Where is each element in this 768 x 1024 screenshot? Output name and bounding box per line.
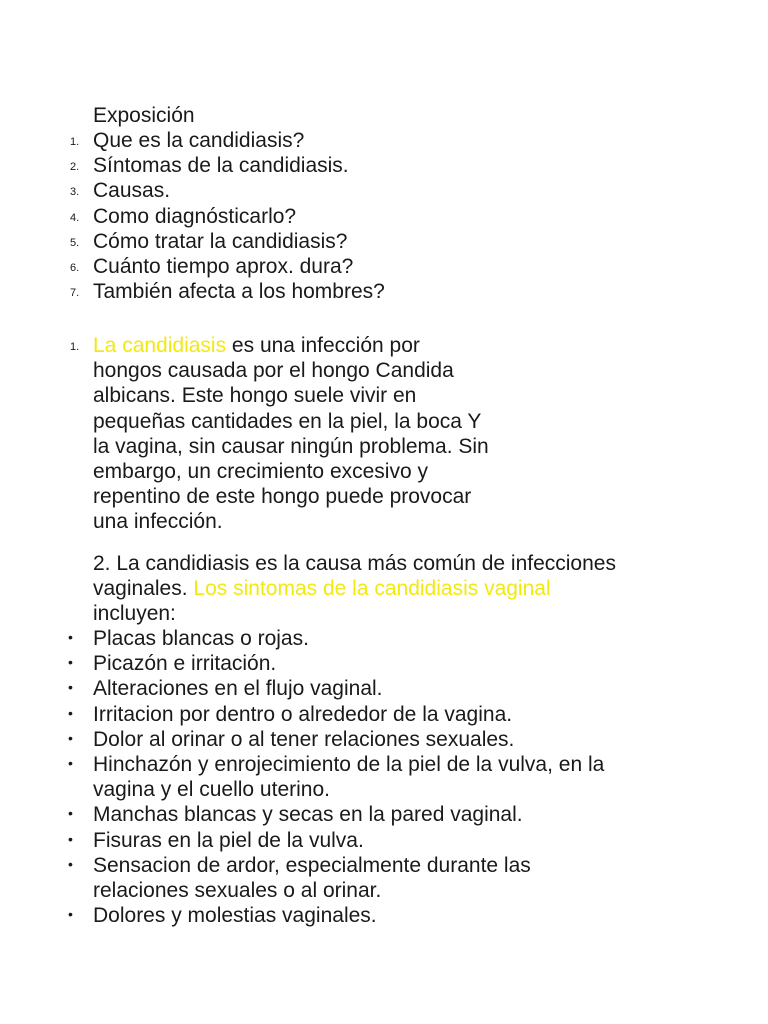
symptom-text: Manchas blancas y secas en la pared vaginal. [93, 803, 523, 827]
symptom-list-item [93, 878, 708, 903]
paragraph-line: albicans. Este hongo suele vivir en [93, 384, 417, 408]
paragraph-line [70, 333, 553, 358]
symptom-list-item [68, 727, 708, 752]
bullet-icon: • [68, 805, 73, 822]
bullet-icon: • [68, 654, 73, 671]
highlighted-term: La candidiasis [93, 334, 227, 357]
paragraph-text: es una infección por [226, 334, 420, 357]
symptom-text: Sensacion de ardor, especialmente durante las [93, 853, 531, 877]
symptom-text: Hinchazón y enrojecimiento de la piel de la vulva, en la [93, 753, 605, 777]
section-1-paragraph [70, 333, 553, 535]
section-2-paragraph [93, 551, 708, 627]
paragraph-line: hongos causada por el hongo Candida [93, 359, 454, 383]
toc-item [70, 153, 708, 178]
toc-number: 7. [70, 287, 80, 300]
toc-text: Síntomas de la candidiasis. [93, 154, 349, 178]
bullet-icon: • [68, 855, 73, 872]
symptom-list-item [68, 626, 708, 651]
symptom-list-item [68, 828, 708, 853]
paragraph-line: 2. La candidiasis es la causa más común de infecciones [93, 552, 616, 575]
doc-title-block [93, 103, 708, 128]
toc-text: Como diagnósticarlo? [93, 204, 297, 228]
toc-item [70, 254, 708, 279]
symptom-list-item [68, 702, 708, 727]
symptom-list-item [68, 903, 708, 928]
symptom-text: Irritacion por dentro o alrededor de la vagina. [93, 702, 513, 726]
toc-item [70, 128, 708, 153]
doc-title: Exposición [93, 104, 195, 127]
symptom-text: Alteraciones en el flujo vaginal. [93, 677, 383, 701]
paragraph-line: repentino de este hongo puede provocar [93, 485, 472, 509]
toc-number: 2. [70, 161, 80, 174]
bullet-icon: • [68, 704, 73, 721]
symptom-text: Dolor al orinar o al tener relaciones sexuales. [93, 727, 515, 751]
toc-item [70, 204, 708, 229]
paragraph-text: vaginales. [93, 577, 194, 601]
bullet-icon: • [68, 729, 73, 746]
bullet-icon: • [68, 679, 73, 696]
toc-item [70, 178, 708, 203]
bullet-icon: • [68, 755, 73, 772]
toc-item [70, 229, 708, 254]
symptom-list-item [93, 777, 708, 802]
symptom-list-item [68, 651, 708, 676]
paragraph-line [93, 576, 708, 601]
toc-number: 4. [70, 211, 80, 224]
symptom-list-item [68, 752, 708, 777]
toc-number: 1. [70, 136, 80, 148]
toc-text: Cuánto tiempo aprox. dura? [93, 255, 354, 279]
symptom-text: Picazón e irritación. [93, 652, 277, 676]
paragraph-line: una infección. [93, 510, 223, 534]
toc-text: Que es la candidiasis? [93, 129, 305, 152]
symptoms-list [68, 626, 708, 928]
toc-number: 6. [70, 262, 80, 275]
toc-item [70, 279, 708, 304]
paragraph-line: la vagina, sin causar ningún problema. Sin [93, 434, 489, 458]
toc-text: Causas. [93, 179, 171, 203]
symptom-list-item [68, 802, 708, 827]
paragraph-line: pequeñas cantidades en la piel, la boca Y [93, 409, 482, 433]
symptom-text: relaciones sexuales o al orinar. [93, 879, 382, 903]
bullet-icon: • [68, 830, 73, 847]
symptom-list-item [68, 676, 708, 701]
toc-list [70, 128, 708, 304]
paragraph-line: embargo, un crecimiento excesivo y [93, 460, 428, 484]
symptom-text: vagina y el cuello uterino. [93, 778, 330, 802]
toc-text: Cómo tratar la candidiasis? [93, 229, 348, 253]
symptom-text: Dolores y molestias vaginales. [93, 904, 377, 928]
toc-text: También afecta a los hombres? [93, 280, 385, 304]
toc-number: 5. [70, 236, 80, 249]
bullet-icon: • [68, 629, 73, 645]
symptom-list-item [68, 853, 708, 878]
section-number: 1. [70, 341, 80, 353]
bullet-icon: • [68, 906, 73, 923]
symptom-text: Placas blancas o rojas. [93, 627, 309, 650]
symptom-text: Fisuras en la piel de la vulva. [93, 828, 364, 852]
highlighted-term: Los sintomas de la candidiasis vaginal [193, 577, 551, 601]
paragraph-line: incluyen: [93, 602, 176, 626]
toc-number: 3. [70, 186, 80, 199]
